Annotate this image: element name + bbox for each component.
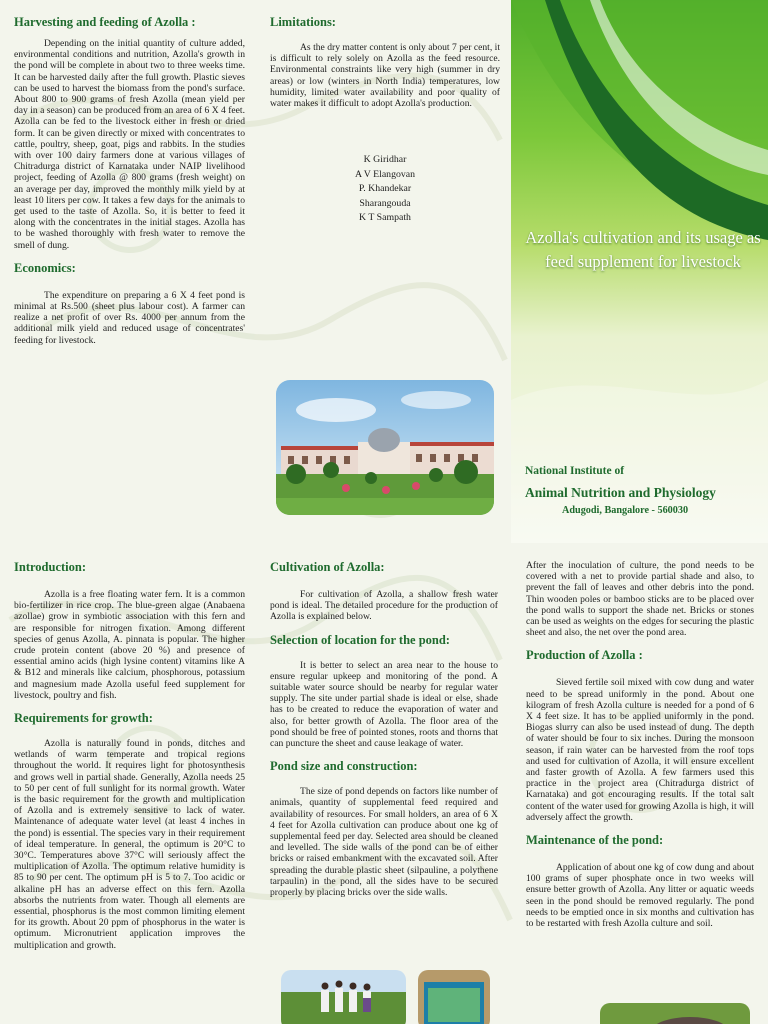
org-line-1: National Institute of (525, 465, 625, 477)
brochure-title: Azolla's cultivation and its usage as feed supplement for livestock (525, 228, 761, 271)
panel-cultivation (270, 560, 498, 960)
author-name: Sharangouda (359, 197, 411, 209)
author-list (270, 153, 500, 226)
production-text: Sieved fertile soil mixed with cow dung and water need to be spread uniformly in the pond. About one kilogram of fresh Azolla culture is needed for a pond of 6 X 4 feet size. It has to be applied uniformly in the pond. Biogas slurry can also be used instead of dung. The depth of water should be four to six inches. During the monsoon season, if rain water can be harvested from the roof tops and used for cultivation of Azolla, it will ensure excellent and faster growth of Azolla. A few farmers used this practice in the project area (Chitradurga district of Karnataka) and got encouraging results. If the total salt content of the water used for growing Azolla is high, it will adversely affect the growth. (526, 677, 754, 823)
farmers-photo (281, 970, 406, 1024)
maintenance-heading: Maintenance of the pond: (526, 833, 664, 848)
author-name: P. Khandekar (358, 183, 412, 195)
cultivation-heading: Cultivation of Azolla: (270, 560, 385, 574)
selection-text: It is better to select an area near to the house to ensure regular upkeep and monitoring of the pond. A suitable water source should be nearby for regular water supply. The site under partial shade is ideal or else, shade has to be created to reduce the evaporation of water and also, for better growth of Azolla. The floor area of the pond should be free of pointed stones, roots and thorns that can puncture the sheet and cause leakage of water. (270, 659, 498, 750)
harvesting-heading: Harvesting and feeding of Azolla : (14, 15, 196, 29)
org-address: Adugodi, Bangalore - 560030 (562, 505, 689, 516)
panel-introduction (14, 560, 245, 1024)
economics-heading: Economics: (14, 260, 76, 275)
requirements-text: Azolla is naturally found in ponds, ditches and wetlands of warm temperate and tropical regions throughout the world. It requires light for photosynthesis and grows well in partial shade. Generally, Azolla needs 25 to 50 per cent of full sunlight for its normal growth. Water is the basic requirement for the growth and multiplication of Azolla and is extremely sensitive to lack of water. Maintenance of adequate water level (at least 4 inches in the pond) is essential. The species vary in their requirement of ideal temperature. In general, the optimum is 20°C to 30°C. Temperatures above 37°C will seriously affect the multiplication of Azolla. The optimum relative humidity is 85 to 90 per cent. The optimum pH is 5 to 7. Too acidic or alkaline pH has an adverse effect on this fern. Azolla absorbs the nutrients from water. Though all elements are essential, phosphorus is the most common limiting element for its growth. About 20 ppm of phosphorus in the water is optimum. Micronutrient application improves the multiplication and growth. (14, 738, 245, 951)
author-name: K Giridhar (363, 154, 407, 166)
inoculation-text: After the inoculation of culture, the pond needs to be covered with a net to provide partial shade and also, to prevent the fall of leaves and other debris into the pond. Thin wooden poles or bamboo sticks are to be placed over the pond walls to support the shade net. Bricks or stones can be used as weights on the edges for securing the plastic sheet and also, the net over the pond area. (526, 560, 754, 639)
limitations-heading: Limitations: (270, 15, 336, 29)
panel-limitations (270, 15, 500, 275)
pond-heading: Pond size and construction: (270, 759, 418, 774)
production-heading: Production of Azolla : (526, 648, 643, 663)
panel-harvesting (14, 15, 245, 415)
selection-heading: Selection of location for the pond: (270, 632, 450, 647)
cultivation-text: For cultivation of Azolla, a shallow fresh water pond is ideal. The detailed procedure for the production of Azolla is explained below. (270, 589, 498, 623)
maintenance-text: Application of about one kg of cow dung and about 100 grams of super phosphate once in two weeks will ensure better growth of Azolla. Any litter or aquatic weeds seen in the pond should be removed regularly. The pond needs to be emptied once in six months and cultivation has to be restarted with fresh Azolla culture and soil. (526, 862, 754, 930)
intro-heading: Introduction: (14, 560, 87, 574)
requirements-heading: Requirements for growth: (14, 711, 153, 726)
limitations-text: As the dry matter content is only about 7 per cent, it is difficult to rely solely on Azolla as the feed resource. Environmental constraints like very high (summer in dry areas) or low (winters in North India) temperatures, low humidity, limited water availability and poor quality of water makes it difficult to adopt Azolla's production. (270, 42, 500, 110)
livestock-photo (600, 1003, 750, 1024)
org-line-2: Animal Nutrition and Physiology (525, 485, 716, 500)
harvesting-text: Depending on the initial quantity of culture added, environmental conditions and nutrition, Azolla's growth in the pond will be complete in about two to three weeks time. It can be harvested daily after the full growth. Plastic sieves can be used to harvest the biomass from the pond's surface. About 800 to 900 grams of fresh Azolla (mean yield per day in a season) can be produced from an area of 6 X 4 feet. Azolla can be fed to the livestock either in fresh or dried form. It can be given directly or mixed with concentrates to cattle, poultry, sheep, goat, pigs and rabbits. In the studies with over 100 dairy farmers done at various villages of Chitradurga district of Karnataka under NAIP livelihood project, feeding of Azolla @ 800 grams (fresh weight) on an average per day, improved the monthly milk yield by at least 10 liters per cow. It takes a few days for the animals to get used to the taste of Azolla. So, it is better to feed it along with the concentrates in the initial stages. Azolla has to be washed thoroughly with fresh water to remove the smell of dung. (14, 38, 245, 251)
author-name: K T Sampath (359, 212, 411, 224)
panel-production (526, 560, 754, 1000)
author-name: A V Elangovan (354, 168, 416, 180)
institute-building-photo (276, 380, 494, 515)
pond-photo (418, 970, 490, 1024)
economics-text: The expenditure on preparing a 6 X 4 feet pond is minimal at Rs.500 (sheet plus labour cost). A farmer can realize a net profit of over Rs. 4000 per annum from the additional milk yield and reduced usage of concentrates' feeding for livestock. (14, 289, 245, 346)
intro-text: Azolla is a free floating water fern. It is a common bio-fertilizer in rice crop. The blue-green algae (Anabaena azollae) grow in symbiotic association with this fern and are responsible for nitrogen fixation. Among different species of genus Azolla, A. pinnata is popular. The higher crude protein content (above 20 %) and presence of essential amino acids (high lysine content) vitamins like A & B12 and minerals like calcium, phosphorous, potassium and magnesium made Azolla useful feed supplement for livestock, poultry and fish. (14, 589, 245, 701)
pond-text: The size of pond depends on factors like number of animals, quantity of supplemental feed required and availability of resources. For small holders, an area of 6 X 4 feet for Azolla cultivation can produce about one kg of supplemental feed per day. Selected area should be cleaned and levelled. The side walls of the pond can be of either bricks or raised embankment with the excavated soil. After spreading the durable plastic sheet (silpauline, a polythene tarpaulin) in the pond, all the sides have to be secured properly by placing bricks over the side walls. (270, 786, 498, 899)
